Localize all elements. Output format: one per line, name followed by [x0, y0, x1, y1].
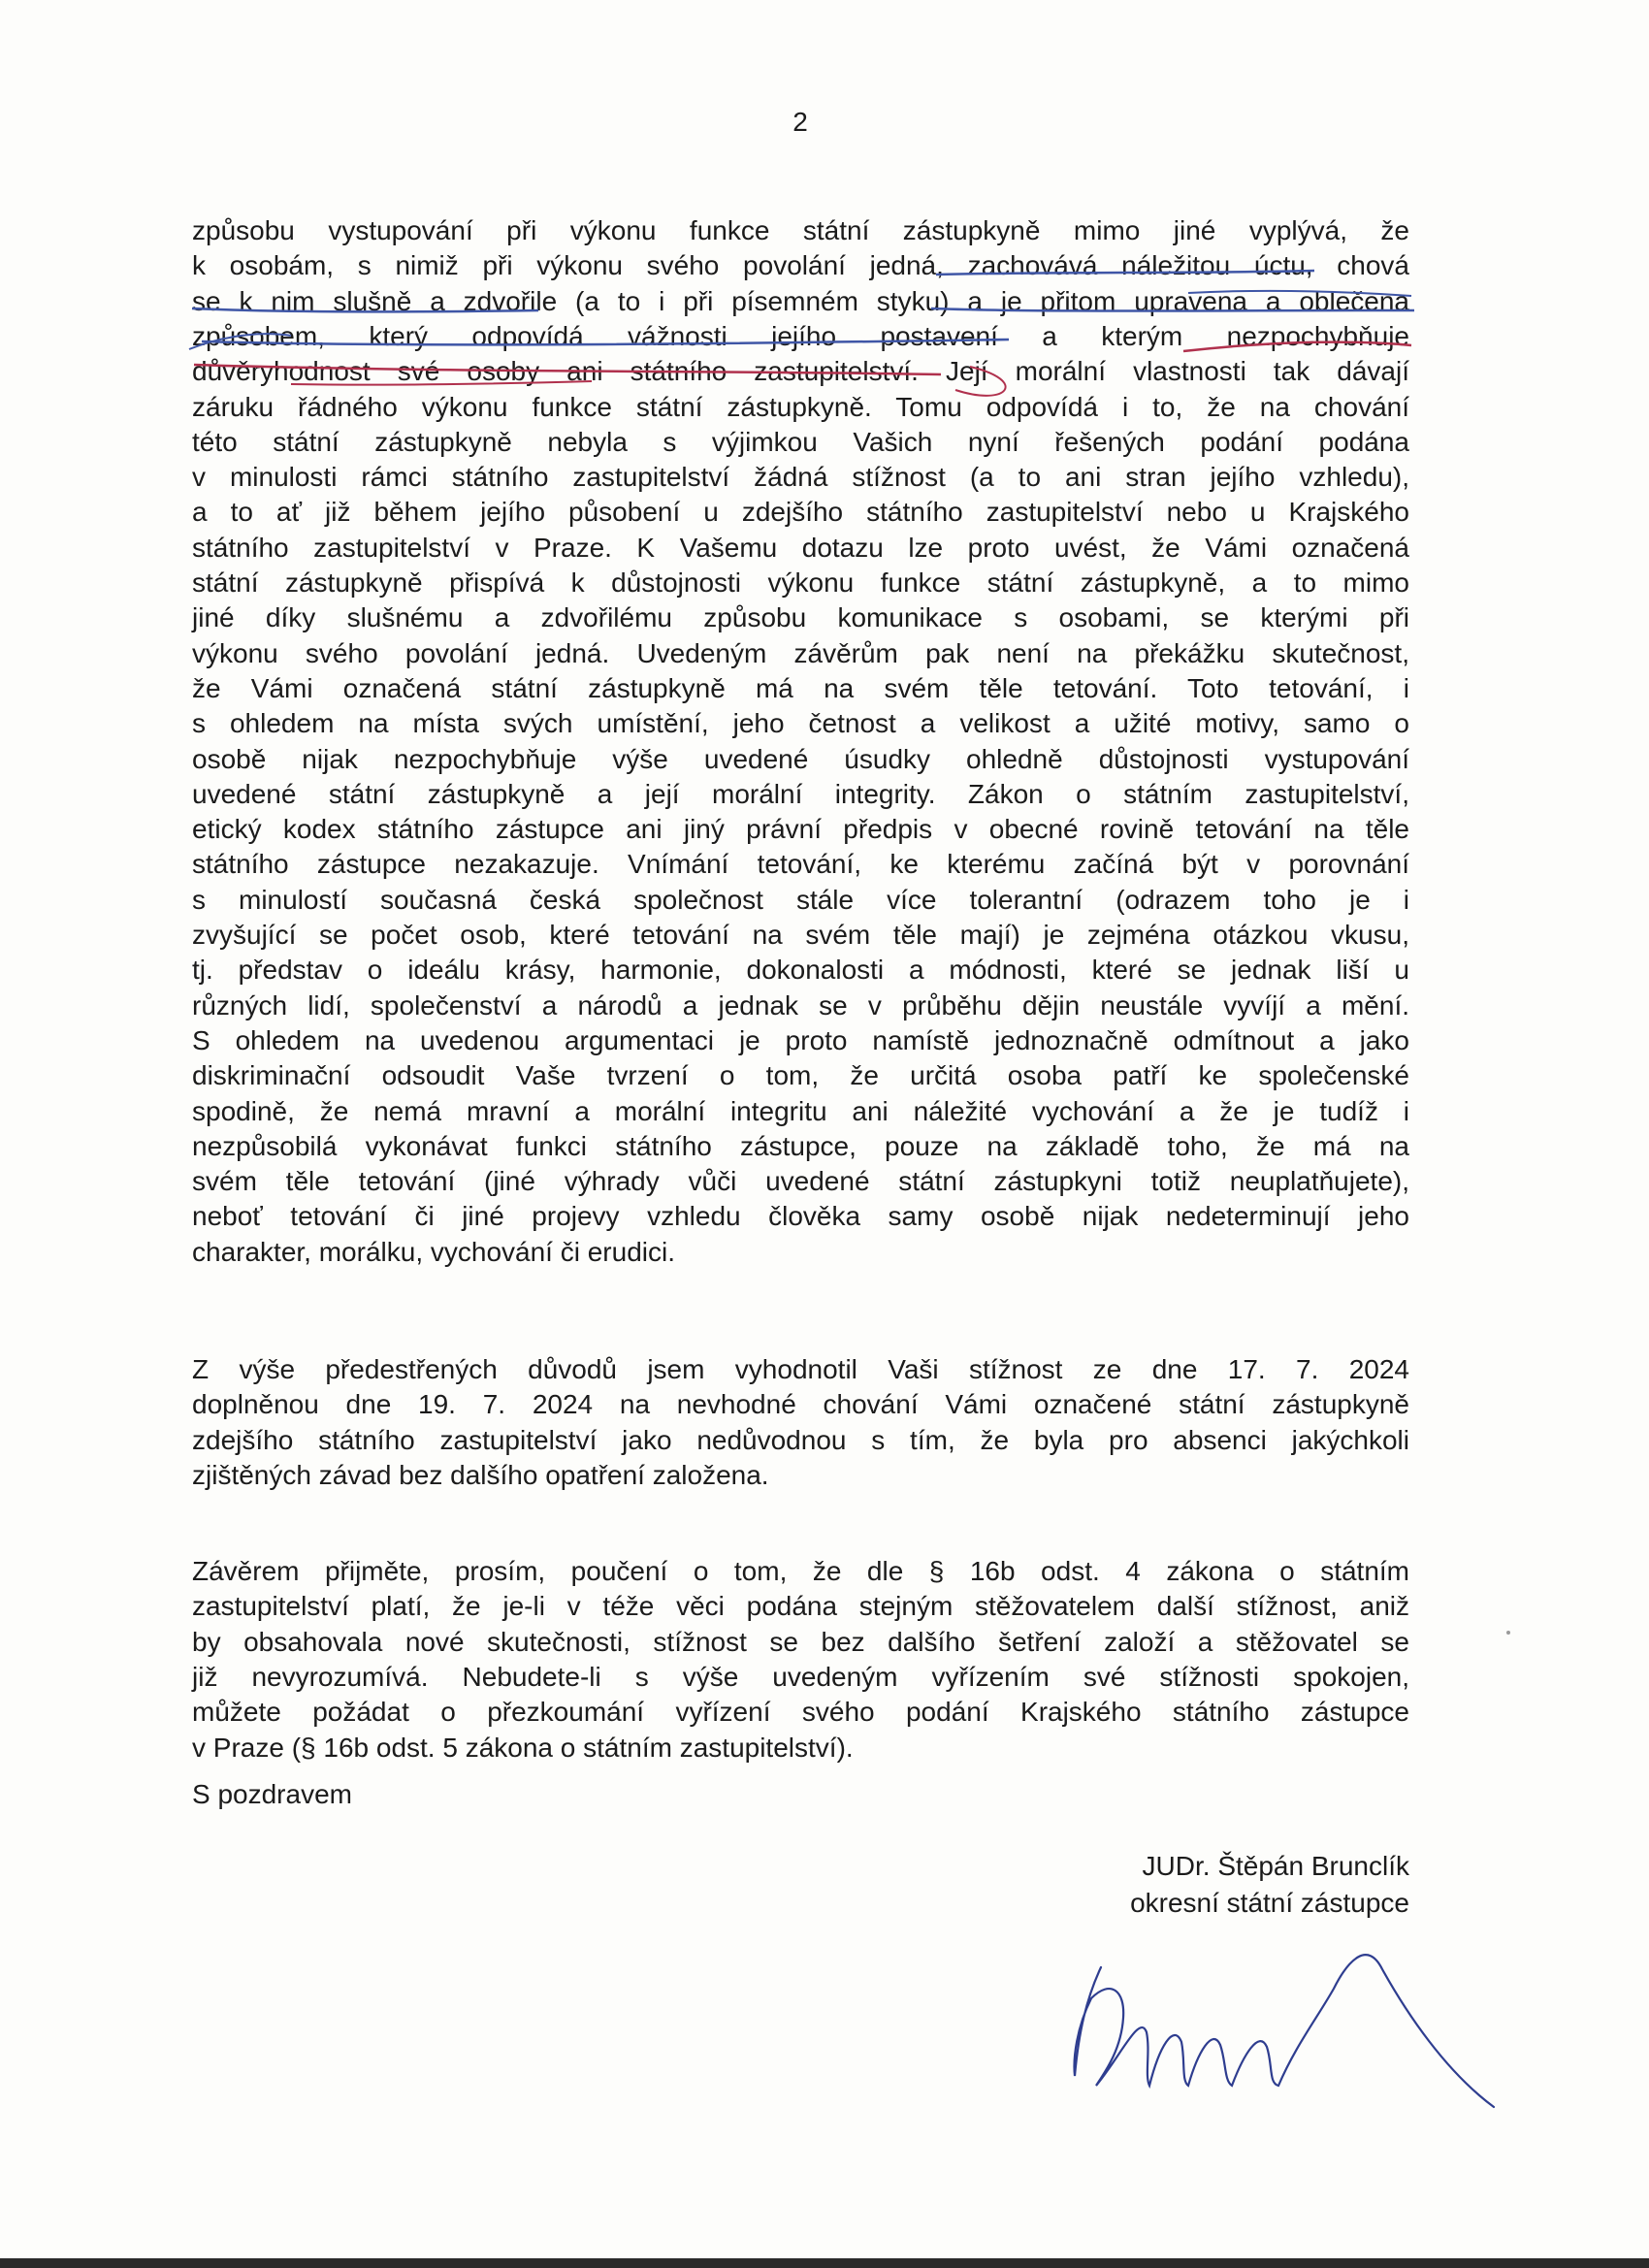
text-line: že Vámi označená státní zástupkyně má na svém těle tetování. Toto tetování, i: [192, 672, 1409, 703]
text-line: státní zástupkyně přispívá k důstojnosti výkonu funkce státní zástupkyně, a to mimo: [192, 567, 1409, 598]
text-line: osobě nijak nezpochybňuje výše uvedené úsudky ohledně důstojnosti vystupování: [192, 743, 1409, 774]
page-number: 2: [792, 107, 808, 137]
text-line: zjištěných závad bez dalšího opatření založena.: [192, 1459, 769, 1490]
text-line: diskriminační odsoudit Vaše tvrzení o tom, že určitá osoba patří ke společenské: [192, 1060, 1409, 1091]
text-line: nezpůsobilá vykonávat funkci státního zástupce, pouze na základě toho, že má na: [192, 1130, 1409, 1161]
text-line: důvěryhodnost své osoby ani státního zastupitelství. Její morální vlastnosti tak dávají: [192, 356, 1409, 387]
text-line: se k nim slušně a zdvořile (a to i při písemném styku) a je přitom upravena a oblečena: [192, 285, 1409, 316]
text-line: v minulosti rámci státního zastupitelství žádná stížnost (a to ani stran jejího vzhledu),: [192, 462, 1409, 493]
text-line: již nevyrozumívá. Nebudete-li s výše uvedeným vyřízením své stížnosti spokojen,: [192, 1661, 1409, 1692]
signatory-title: okresní státní zástupce: [1130, 1888, 1409, 1918]
text-line: charakter, morálku, vychování či erudici.: [192, 1236, 675, 1267]
text-line: doplněnou dne 19. 7. 2024 na nevhodné chování Vámi označené státní zástupkyně: [192, 1389, 1409, 1420]
text-line: etický kodex státního zástupce ani jiný právní předpis v obecné rovině tetování na těle: [192, 814, 1409, 845]
text-line: záruku řádného výkonu funkce státní zástupkyně. Tomu odpovídá i to, že na chování: [192, 391, 1409, 422]
text-line: státního zastupitelství v Praze. K Vašemu dotazu lze proto uvést, že Vámi označená: [192, 532, 1409, 563]
text-line: této státní zástupkyně nebyla s výjimkou Vašich nyní řešených podání podána: [192, 426, 1409, 457]
text-line: způsobu vystupování při výkonu funkce státní zástupkyně mimo jiné vyplývá, že: [192, 215, 1409, 245]
text-line: zvyšující se počet osob, které tetování na svém těle mají) je zejména otázkou vkusu,: [192, 920, 1409, 950]
text-line: můžete požádat o přezkoumání vyřízení svého podání Krajského státního zástupce: [192, 1697, 1409, 1728]
text-line: státního zástupce nezakazuje. Vnímání tetování, ke kterému začíná být v porovnání: [192, 849, 1409, 880]
text-line: neboť tetování či jiné projevy vzhledu člověka samy osobě nijak nedeterminují jeho: [192, 1201, 1409, 1232]
text-line: S pozdravem: [192, 1779, 352, 1809]
text-line: spodině, že nemá mravní a morální integritu ani náležité vychování a že je tudíž i: [192, 1095, 1409, 1126]
scan-speck: [1506, 1631, 1510, 1635]
text-line: v Praze (§ 16b odst. 5 zákona o státním zastupitelství).: [192, 1732, 854, 1763]
text-line: zdejšího státního zastupitelství jako nedůvodnou s tím, že byla pro absenci jakýchkoli: [192, 1424, 1409, 1455]
signatory-name: JUDr. Štěpán Brunclík: [1142, 1851, 1409, 1881]
signature-block: [0, 1848, 1409, 1922]
text-line: výkonu svého povolání jedná. Uvedeným závěrům pak není na překážku skutečnost,: [192, 637, 1409, 668]
text-line: Z výše předestřených důvodů jsem vyhodnotil Vaši stížnost ze dne 17. 7. 2024: [192, 1354, 1409, 1384]
text-line: svém těle tetování (jiné výhrady vůči uvedené státní zástupkyni totiž neuplatňujete),: [192, 1166, 1409, 1197]
text-line: zastupitelství platí, že je-li v téže věci podána stejným stěžovatelem další stížnost, aniž: [192, 1591, 1409, 1622]
text-line: způsobem, který odpovídá vážnosti jejího postavení a kterým nezpochybňuje: [192, 320, 1409, 351]
text-line: tj. představ o ideálu krásy, harmonie, dokonalosti a módnosti, které se jednak liší u: [192, 955, 1409, 986]
handwritten-signature: [1075, 1955, 1494, 2107]
text-line: Závěrem přijměte, prosím, poučení o tom, že dle § 16b odst. 4 zákona o státním: [192, 1556, 1409, 1586]
text-line: s minulostí současná česká společnost stále více tolerantní (odrazem toho je i: [192, 884, 1409, 915]
text-line: by obsahovala nové skutečnosti, stížnost se bez dalšího šetření založí a stěžovatel se: [192, 1626, 1409, 1657]
text-line: jiné díky slušnému a zdvořilému způsobu komunikace s osobami, se kterými při: [192, 602, 1409, 633]
text-line: různých lidí, společenství a národů a jednak se v průběhu dějin neustále vyvíjí a mění.: [192, 989, 1409, 1021]
scan-edge: [0, 2258, 1649, 2268]
text-line: s ohledem na místa svých umístění, jeho četnost a velikost a užité motivy, samo o: [192, 708, 1409, 739]
text-line: a to ať již během jejího působení u zdejšího státního zastupitelství nebo u Krajského: [192, 497, 1409, 528]
text-line: uvedené státní zástupkyně a její morální integrity. Zákon o státním zastupitelství,: [192, 778, 1409, 809]
text-line: S ohledem na uvedenou argumentaci je proto namístě jednoznačně odmítnout a jako: [192, 1024, 1409, 1055]
text-line: k osobám, s nimiž při výkonu svého povolání jedná, zachovává náležitou úctu, chová: [192, 250, 1409, 281]
